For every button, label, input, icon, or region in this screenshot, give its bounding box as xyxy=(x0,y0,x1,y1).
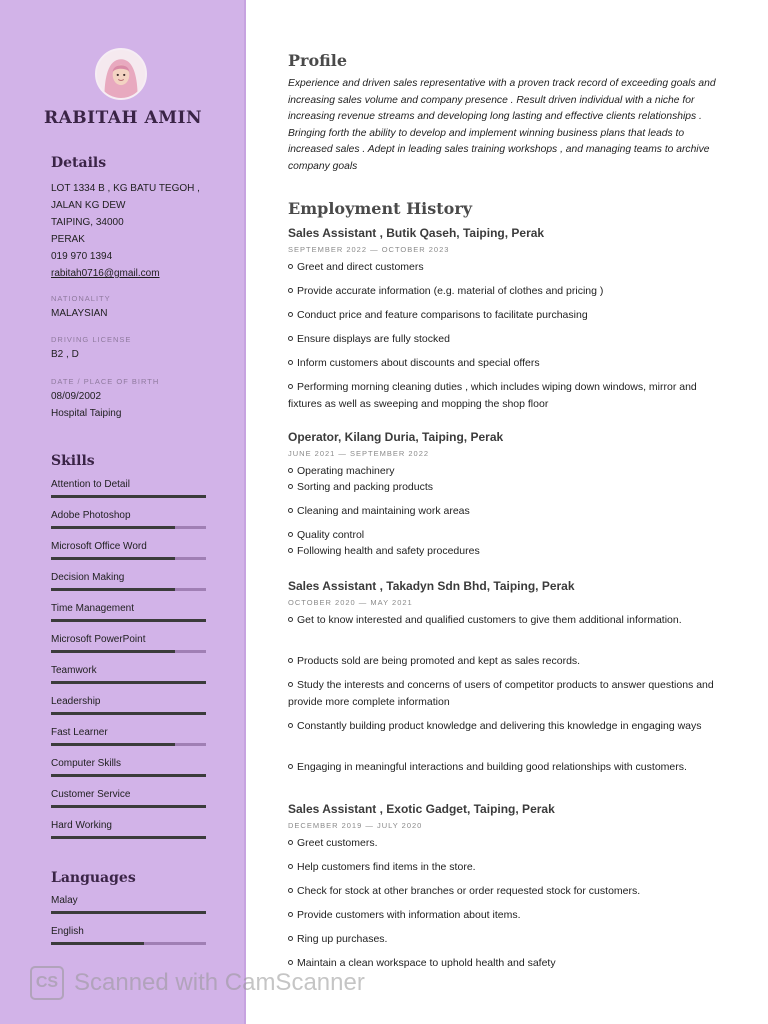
skill-item-label: Microsoft PowerPoint xyxy=(51,634,146,645)
skill-item xyxy=(51,571,206,591)
nationality-value: MALAYSIAN xyxy=(51,308,108,319)
skill-item-label: Microsoft Office Word xyxy=(51,541,147,552)
bullet-icon xyxy=(288,840,293,845)
watermark-text: Scanned with CamScanner xyxy=(74,969,365,996)
license-label: DRIVING LICENSE xyxy=(51,335,132,344)
bullet-icon xyxy=(288,468,293,473)
skill-item-level-bar xyxy=(51,619,206,622)
job-bullet: Quality control xyxy=(288,527,728,544)
skill-item-level-bar xyxy=(51,588,206,591)
skill-item xyxy=(51,788,206,808)
profile-heading: Profile xyxy=(288,51,348,70)
job-date: JUNE 2021 — SEPTEMBER 2022 xyxy=(288,449,430,458)
skill-item-level-fill xyxy=(51,805,206,808)
skill-item xyxy=(51,819,206,839)
bullet-icon xyxy=(288,764,293,769)
bullet-icon xyxy=(288,617,293,622)
candidate-name: RABITAH AMIN xyxy=(43,108,203,128)
job-title: Sales Assistant , Takadyn Sdn Bhd, Taiping, Perak xyxy=(288,579,575,593)
skill-item-level-bar xyxy=(51,743,206,746)
languages-heading: Languages xyxy=(51,870,136,886)
email-link[interactable]: rabitah0716@gmail.com xyxy=(51,268,160,279)
skill-item xyxy=(51,602,206,622)
skill-item-level-bar xyxy=(51,557,206,560)
skill-item xyxy=(51,478,206,498)
skill-item-level-bar xyxy=(51,712,206,715)
nationality-label: NATIONALITY xyxy=(51,294,111,303)
job-bullet: Conduct price and feature comparisons to facilitate purchasing xyxy=(288,307,728,324)
skill-item-level-fill xyxy=(51,557,175,560)
job-bullet: Provide accurate information (e.g. material of clothes and pricing ) xyxy=(288,283,728,300)
skill-item-label: Time Management xyxy=(51,603,134,614)
skill-item-level-fill xyxy=(51,588,175,591)
skill-item-label: Decision Making xyxy=(51,572,125,583)
bullet-icon xyxy=(288,264,293,269)
job-title: Operator, Kilang Duria, Taiping, Perak xyxy=(288,430,504,444)
job-bullet: Products sold are being promoted and kept as sales records. xyxy=(288,653,728,670)
bullet-icon xyxy=(288,864,293,869)
skill-item-level-fill xyxy=(51,495,206,498)
skill-item xyxy=(51,695,206,715)
bullet-icon xyxy=(288,484,293,489)
profile-photo xyxy=(95,48,147,100)
camscanner-watermark xyxy=(30,965,365,1001)
bullet-icon xyxy=(288,336,293,341)
job-bullet: Greet and direct customers xyxy=(288,259,728,276)
language-item-level-bar xyxy=(51,911,206,914)
job-bullet: Help customers find items in the store. xyxy=(288,859,728,876)
job-bullet: Provide customers with information about items. xyxy=(288,907,728,924)
job-title: Sales Assistant , Exotic Gadget, Taiping, Perak xyxy=(288,802,555,816)
contact-details xyxy=(51,180,241,282)
skill-item-level-bar xyxy=(51,650,206,653)
bullet-icon xyxy=(288,936,293,941)
job-bullet: Constantly building product knowledge and delivering this knowledge in engaging ways xyxy=(288,718,728,735)
skill-item xyxy=(51,633,206,653)
job-date: DECEMBER 2019 — JULY 2020 xyxy=(288,821,423,830)
skill-item-label: Fast Learner xyxy=(51,727,108,738)
skill-item-level-fill xyxy=(51,743,175,746)
skill-item-level-fill xyxy=(51,712,206,715)
job-bullet: Study the interests and concerns of users of competitor products to answer questions and provide more complete information xyxy=(288,679,714,708)
address-line: PERAK xyxy=(51,234,85,245)
language-item-level-fill xyxy=(51,911,206,914)
job-title: Sales Assistant , Butik Qaseh, Taiping, Perak xyxy=(288,226,545,240)
job-bullet: Check for stock at other branches or order requested stock for customers. xyxy=(288,883,728,900)
bullet-icon xyxy=(288,508,293,513)
skill-item-level-bar xyxy=(51,836,206,839)
bullet-icon xyxy=(288,548,293,553)
language-item xyxy=(51,894,206,914)
job-bullet: Greet customers. xyxy=(288,835,728,852)
skill-item-level-fill xyxy=(51,650,175,653)
bullet-icon xyxy=(288,912,293,917)
bullet-icon xyxy=(288,532,293,537)
license-value: B2 , D xyxy=(51,349,79,360)
language-item-label: English xyxy=(51,926,84,937)
skill-item-label: Attention to Detail xyxy=(51,479,130,490)
sidebar xyxy=(0,0,246,1024)
job-bullet: Inform customers about discounts and special offers xyxy=(288,355,728,372)
skill-item-level-fill xyxy=(51,681,206,684)
birth-place: Hospital Taiping xyxy=(51,408,122,419)
birth-date: 08/09/2002 xyxy=(51,391,102,402)
skill-item-level-fill xyxy=(51,774,206,777)
bullet-icon xyxy=(288,288,293,293)
address-line: LOT 1334 B , KG BATU TEGOH , xyxy=(51,183,200,194)
camscanner-logo-icon: CS xyxy=(30,966,64,1000)
job-bullet: Following health and safety procedures xyxy=(288,543,728,560)
language-item-label: Malay xyxy=(51,895,78,906)
skill-item-label: Hard Working xyxy=(51,820,112,831)
bullet-icon xyxy=(288,384,293,389)
skill-item-label: Teamwork xyxy=(51,665,97,676)
job-bullet: Ensure displays are fully stocked xyxy=(288,331,728,348)
skill-item-label: Customer Service xyxy=(51,789,131,800)
profile-summary: Experience and driven sales representative with a proven track record of exceeding goals and increasing sales volume and company presence . Result driven individual with a niche for increasing revenue streams and developing long lasting and effective clients relationships . Bringing forth the ability to develop and implement winning business plans that leads to increased sales . Adept in leading sales training workshops , and managing teams to archive company goals xyxy=(288,78,716,172)
skill-item-level-fill xyxy=(51,836,206,839)
employment-heading: Employment History xyxy=(288,199,473,218)
bullet-icon xyxy=(288,360,293,365)
skill-item-level-fill xyxy=(51,619,206,622)
skills-heading: Skills xyxy=(51,453,95,469)
job-bullet: Operating machinery xyxy=(288,463,728,480)
job-date: SEPTEMBER 2022 — OCTOBER 2023 xyxy=(288,245,450,254)
skill-item-label: Adobe Photoshop xyxy=(51,510,131,521)
skill-item-level-fill xyxy=(51,526,175,529)
job-bullet: Engaging in meaningful interactions and building good relationships with customers. xyxy=(288,759,728,776)
bullet-icon xyxy=(288,682,293,687)
details-heading: Details xyxy=(51,155,107,171)
job-bullet: Get to know interested and qualified customers to give them additional information. xyxy=(288,612,728,629)
job-bullet: Cleaning and maintaining work areas xyxy=(288,503,728,520)
job-bullet: Sorting and packing products xyxy=(288,479,728,496)
bullet-icon xyxy=(288,723,293,728)
job-date: OCTOBER 2020 — MAY 2021 xyxy=(288,598,413,607)
skill-item-level-bar xyxy=(51,774,206,777)
skill-item xyxy=(51,540,206,560)
skill-item xyxy=(51,509,206,529)
skill-item xyxy=(51,664,206,684)
skill-item xyxy=(51,726,206,746)
language-item-level-fill xyxy=(51,942,144,945)
bullet-icon xyxy=(288,888,293,893)
skill-item-level-bar xyxy=(51,526,206,529)
bullet-icon xyxy=(288,312,293,317)
birth-label: DATE / PLACE OF BIRTH xyxy=(51,377,160,386)
skill-item-level-bar xyxy=(51,495,206,498)
job-bullet: Maintain a clean workspace to uphold health and safety xyxy=(288,955,728,972)
phone-number: 019 970 1394 xyxy=(51,251,113,262)
bullet-icon xyxy=(288,658,293,663)
address-line: JALAN KG DEW xyxy=(51,200,126,211)
skill-item xyxy=(51,757,206,777)
skill-item-level-bar xyxy=(51,681,206,684)
skill-item-label: Leadership xyxy=(51,696,101,707)
job-bullet: Performing morning cleaning duties , which includes wiping down windows, mirror and fixtures as well as sweeping and mopping the shop floor xyxy=(288,381,697,410)
language-item xyxy=(51,925,206,945)
avatar-icon xyxy=(97,50,145,98)
language-item-level-bar xyxy=(51,942,206,945)
skill-item-label: Computer Skills xyxy=(51,758,122,769)
address-line: TAIPING, 34000 xyxy=(51,217,124,228)
skill-item-level-bar xyxy=(51,805,206,808)
job-bullet: Ring up purchases. xyxy=(288,931,728,948)
